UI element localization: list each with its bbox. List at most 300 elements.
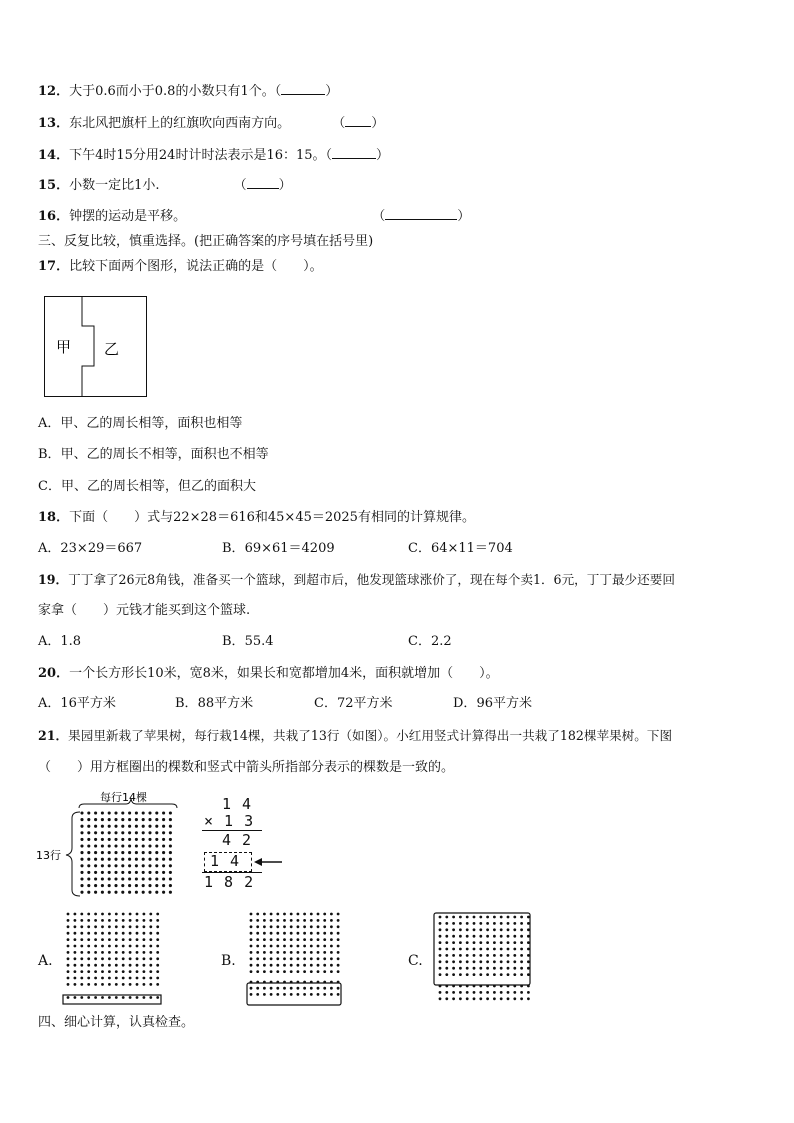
tree-dot [323, 919, 326, 922]
tree-dot [270, 951, 273, 954]
tree-dot [143, 945, 146, 948]
tree-dot [129, 964, 132, 967]
tree-dot [270, 945, 273, 948]
tree-dot [155, 864, 158, 867]
tree-dot [169, 831, 172, 834]
tree-dot [520, 954, 523, 957]
tree-dot [136, 925, 139, 928]
tree-dot [479, 928, 482, 931]
q17-option-b[interactable]: B．甲、乙的周长不相等，面积也不相等 [38, 447, 269, 462]
tree-dot [101, 932, 104, 935]
tree-dot [155, 818, 158, 821]
tree-dot [250, 987, 253, 990]
question-15: 15．小数一定比1小. （ ） [38, 178, 292, 193]
tree-dot [94, 938, 97, 941]
tree-dot [500, 973, 503, 976]
tree-dot [162, 877, 165, 880]
tree-dot [74, 957, 77, 960]
tree-dot [108, 983, 111, 986]
tree-dot [500, 935, 503, 938]
tree-dot [169, 838, 172, 841]
tree-dot [142, 851, 145, 854]
tree-dot [297, 932, 300, 935]
tree-dot [108, 913, 111, 916]
tree-dot [507, 948, 510, 951]
tree-dot [136, 932, 139, 935]
tree-dot [486, 954, 489, 957]
tree-dot [303, 925, 306, 928]
tree-dot [122, 951, 125, 954]
tree-dot [473, 948, 476, 951]
tree-dot [121, 864, 124, 867]
tree-dot [87, 957, 90, 960]
tree-dot [149, 964, 152, 967]
tree-dot [297, 970, 300, 973]
tree-dot [94, 884, 97, 887]
tree-dot [87, 964, 90, 967]
tree-dot [486, 935, 489, 938]
tree-dot [479, 935, 482, 938]
tree-dot [310, 964, 313, 967]
tree-dot [143, 925, 146, 928]
tree-dot [276, 993, 279, 996]
tree-dot [94, 858, 97, 861]
tree-dot [493, 954, 496, 957]
tree-dot [129, 983, 132, 986]
tree-dot [330, 964, 333, 967]
tree-dot [317, 919, 320, 922]
tree-dot [263, 945, 266, 948]
tree-dot [122, 964, 125, 967]
q20-option-c[interactable]: C．72平方米 [314, 696, 393, 711]
tree-dot [108, 884, 111, 887]
tree-dot [128, 844, 131, 847]
tree-dot [80, 932, 83, 935]
tree-dot [148, 838, 151, 841]
tree-dot [67, 951, 70, 954]
tree-dot [290, 964, 293, 967]
tree-dot [317, 945, 320, 948]
answer-blank[interactable] [281, 82, 325, 95]
tree-dot [149, 932, 152, 935]
tree-dot [256, 925, 259, 928]
tree-dot [94, 925, 97, 928]
tree-dot [67, 919, 70, 922]
tree-dot [114, 891, 117, 894]
tree-dot [527, 973, 530, 976]
tree-dot [122, 919, 125, 922]
tree-dot [94, 913, 97, 916]
tree-dot [87, 945, 90, 948]
q19-option-b[interactable]: B．55.4 [222, 634, 274, 649]
tree-dot [317, 957, 320, 960]
tree-dot [156, 932, 159, 935]
tree-dot [114, 818, 117, 821]
tree-dot [520, 935, 523, 938]
tree-dot [94, 951, 97, 954]
brace-top-label: 每行14棵 [100, 791, 147, 804]
tree-dot [310, 919, 313, 922]
tree-dot [80, 877, 83, 880]
tree-dot [156, 977, 159, 980]
q17-option-c[interactable]: C．甲、乙的周长相等，但乙的面积大 [38, 479, 256, 494]
tree-dot [142, 838, 145, 841]
tree-dot [486, 991, 489, 994]
tree-dot [310, 938, 313, 941]
tree-dot [283, 932, 286, 935]
tree-dot [143, 964, 146, 967]
tree-dot [87, 938, 90, 941]
tree-dot [169, 858, 172, 861]
tree-dot [283, 964, 286, 967]
q18-option-b[interactable]: B．69×61＝4209 [222, 541, 335, 556]
tree-dot [155, 811, 158, 814]
tree-dot [108, 996, 111, 999]
tree-dot [156, 964, 159, 967]
tree-dot [459, 973, 462, 976]
tree-dot [67, 964, 70, 967]
tree-dot [148, 871, 151, 874]
tree-dot [108, 957, 111, 960]
tree-dot [121, 818, 124, 821]
tree-dot [101, 811, 104, 814]
tree-dot [162, 851, 165, 854]
tree-dot [507, 967, 510, 970]
tree-dot [297, 987, 300, 990]
tree-dot [74, 925, 77, 928]
tree-dot [121, 871, 124, 874]
calc-partial-1: 4 2 [222, 831, 253, 849]
tree-dot [473, 916, 476, 919]
tree-dot [143, 919, 146, 922]
tree-dot [108, 858, 111, 861]
question-21: 21．果园里新栽了苹果树，每行栽14棵，共栽了13行（如图）。小红用竖式计算得出一共栽了182棵苹果树。下图 [38, 728, 673, 743]
tree-dot [135, 844, 138, 847]
q21-option-b[interactable]: B. [221, 953, 236, 969]
tree-dot [330, 987, 333, 990]
tree-dot [87, 851, 90, 854]
tree-dot [303, 932, 306, 935]
tree-dot [156, 996, 159, 999]
tree-dot [87, 838, 90, 841]
tree-dot [142, 891, 145, 894]
tree-dot [101, 951, 104, 954]
tree-dot [520, 967, 523, 970]
tree-dot [466, 935, 469, 938]
tree-dot [297, 938, 300, 941]
tree-dot [162, 818, 165, 821]
tree-dot [122, 925, 125, 928]
tree-dot [283, 945, 286, 948]
tree-dot [162, 864, 165, 867]
tree-dot [143, 977, 146, 980]
tree-dot [445, 991, 448, 994]
tree-dot [330, 938, 333, 941]
tree-dot [67, 970, 70, 973]
tree-dot [263, 951, 266, 954]
answer-blank[interactable] [385, 207, 457, 220]
tree-dot [445, 967, 448, 970]
tree-dot [513, 922, 516, 925]
tree-dot [80, 996, 83, 999]
tree-dot [500, 954, 503, 957]
tree-dot [101, 884, 104, 887]
tree-dot [121, 851, 124, 854]
tree-dot [143, 932, 146, 935]
tree-dot [500, 922, 503, 925]
answer-blank[interactable] [345, 114, 371, 127]
tree-dot [135, 877, 138, 880]
tree-dot [80, 957, 83, 960]
brace-left-label: 13行 [36, 849, 61, 862]
tree-dot [108, 951, 111, 954]
tree-dot [74, 951, 77, 954]
tree-dot [445, 960, 448, 963]
tree-dot [439, 973, 442, 976]
tree-dot [493, 941, 496, 944]
tree-dot [115, 970, 118, 973]
tree-dot [303, 987, 306, 990]
tree-dot [276, 964, 279, 967]
tree-dot [330, 932, 333, 935]
tree-dot [136, 957, 139, 960]
question-20: 20．一个长方形长10米，宽8米，如果长和宽都增加4米，面积就增加（ ）。 [38, 666, 499, 681]
tree-dot [473, 954, 476, 957]
tree-dot [136, 977, 139, 980]
tree-dot [493, 991, 496, 994]
tree-dot [87, 996, 90, 999]
tree-dot [520, 973, 523, 976]
tree-dot [297, 919, 300, 922]
tree-dot [527, 997, 530, 1000]
tree-dot [149, 951, 152, 954]
tree-dot [101, 996, 104, 999]
tree-dot [115, 938, 118, 941]
tree-dot [452, 941, 455, 944]
tree-dot [500, 997, 503, 1000]
tree-dot [283, 913, 286, 916]
tree-dot [143, 983, 146, 986]
tree-dot [317, 970, 320, 973]
tree-dot [155, 838, 158, 841]
tree-dot [136, 919, 139, 922]
tree-dot [276, 932, 279, 935]
tree-dot [493, 922, 496, 925]
tree-dot [94, 831, 97, 834]
tree-dot [122, 977, 125, 980]
tree-dot [80, 891, 83, 894]
tree-dot [149, 970, 152, 973]
tree-dot [337, 913, 340, 916]
tree-dot [445, 928, 448, 931]
q19-option-a[interactable]: A．1.8 [38, 634, 82, 649]
tree-dot [507, 935, 510, 938]
tree-dot [94, 983, 97, 986]
tree-dot [303, 938, 306, 941]
tree-dot [162, 871, 165, 874]
tree-dot [323, 964, 326, 967]
tree-dot [155, 844, 158, 847]
tree-dot [87, 932, 90, 935]
section-3-title: 三、反复比较，慎重选择。(把正确答案的序号填在括号里) [38, 234, 374, 249]
tree-dot [114, 844, 117, 847]
tree-dot [101, 864, 104, 867]
tree-dot [439, 954, 442, 957]
answer-blank[interactable] [247, 176, 279, 189]
tree-dot [507, 954, 510, 957]
tree-dot [94, 844, 97, 847]
tree-dot [507, 991, 510, 994]
tree-dot [87, 877, 90, 880]
tree-dot [135, 864, 138, 867]
tree-dot [128, 884, 131, 887]
tree-dot [445, 935, 448, 938]
tree-dot [439, 941, 442, 944]
tree-dot [250, 964, 253, 967]
tree-dot [115, 945, 118, 948]
tree-dot [87, 831, 90, 834]
tree-dot [479, 916, 482, 919]
tree-dot [479, 948, 482, 951]
tree-dot [156, 938, 159, 941]
tree-dot [74, 919, 77, 922]
tree-dot [323, 913, 326, 916]
tree-dot [297, 957, 300, 960]
tree-dot [452, 935, 455, 938]
tree-dot [94, 957, 97, 960]
tree-dot [452, 973, 455, 976]
tree-dot [149, 996, 152, 999]
tree-dot [101, 925, 104, 928]
tree-dot [479, 997, 482, 1000]
q19-option-c[interactable]: C．2.2 [408, 634, 452, 649]
tree-dot [250, 919, 253, 922]
tree-dot [148, 818, 151, 821]
tree-dot [479, 922, 482, 925]
tree-dot [323, 993, 326, 996]
tree-dot [142, 871, 145, 874]
tree-dot [473, 960, 476, 963]
q20-option-b[interactable]: B．88平方米 [175, 696, 254, 711]
tree-dot [135, 891, 138, 894]
tree-dot [507, 922, 510, 925]
tree-dot [142, 844, 145, 847]
tree-dot [142, 825, 145, 828]
tree-dot [80, 851, 83, 854]
tree-dot [129, 945, 132, 948]
tree-dot [337, 957, 340, 960]
tree-dot [459, 960, 462, 963]
tree-dot [297, 925, 300, 928]
tree-dot [507, 997, 510, 1000]
tree-dot [108, 877, 111, 880]
tree-dot [520, 941, 523, 944]
tree-dot [108, 945, 111, 948]
tree-dot [290, 938, 293, 941]
q18-option-c[interactable]: C．64×11＝704 [408, 541, 513, 556]
tree-dot [149, 913, 152, 916]
tree-dot [148, 851, 151, 854]
tree-dot [290, 957, 293, 960]
tree-dot [143, 951, 146, 954]
tree-dot [486, 967, 489, 970]
tree-dot [87, 925, 90, 928]
tree-dot [136, 945, 139, 948]
tree-dot [101, 919, 104, 922]
tree-dot [452, 960, 455, 963]
tree-dot [143, 957, 146, 960]
tree-dot [143, 938, 146, 941]
tree-dot [283, 919, 286, 922]
tree-dot [513, 935, 516, 938]
tree-dot [67, 996, 70, 999]
tree-dot [513, 960, 516, 963]
tree-dot [452, 922, 455, 925]
q18-option-a[interactable]: A．23×29＝667 [38, 541, 143, 556]
q21-option-a[interactable]: A. [38, 953, 53, 969]
tree-dot [129, 957, 132, 960]
tree-dot [317, 913, 320, 916]
tree-dot [493, 997, 496, 1000]
tree-dot [156, 913, 159, 916]
q17-option-a[interactable]: A．甲、乙的周长相等，面积也相等 [38, 416, 243, 431]
tree-dot [136, 938, 139, 941]
tree-dot [276, 919, 279, 922]
tree-dot [148, 811, 151, 814]
tree-dot [80, 951, 83, 954]
tree-dot [473, 928, 476, 931]
q20-option-d[interactable]: D．96平方米 [453, 696, 532, 711]
question-19-line2: 家拿（ ）元钱才能买到这个篮球. [38, 603, 251, 618]
tree-dot [527, 935, 530, 938]
tree-dot [129, 951, 132, 954]
tree-dot [337, 919, 340, 922]
tree-dot [486, 997, 489, 1000]
tree-dot [87, 891, 90, 894]
tree-dot [114, 864, 117, 867]
option-b-frame [247, 983, 341, 1005]
tree-dot [87, 919, 90, 922]
tree-dot [108, 964, 111, 967]
tree-dot [129, 996, 132, 999]
tree-dot [337, 925, 340, 928]
tree-dot [276, 925, 279, 928]
tree-dot [486, 928, 489, 931]
tree-dot [169, 818, 172, 821]
tree-dot [290, 951, 293, 954]
tree-dot [473, 922, 476, 925]
tree-dot [121, 825, 124, 828]
tree-dot [94, 838, 97, 841]
answer-blank[interactable] [332, 146, 376, 159]
tree-dot [135, 838, 138, 841]
tree-dot [303, 919, 306, 922]
tree-dot [486, 922, 489, 925]
tree-dot [459, 941, 462, 944]
tree-dot [283, 951, 286, 954]
tree-dot [155, 858, 158, 861]
tree-dot [115, 932, 118, 935]
tree-dot [466, 960, 469, 963]
tree-dot [500, 967, 503, 970]
tree-dot [445, 954, 448, 957]
tree-dot [256, 993, 259, 996]
q20-option-a[interactable]: A．16平方米 [38, 696, 116, 711]
q21-option-c[interactable]: C. [408, 953, 423, 969]
tree-dot [114, 831, 117, 834]
tree-dot [67, 957, 70, 960]
tree-dot [466, 967, 469, 970]
